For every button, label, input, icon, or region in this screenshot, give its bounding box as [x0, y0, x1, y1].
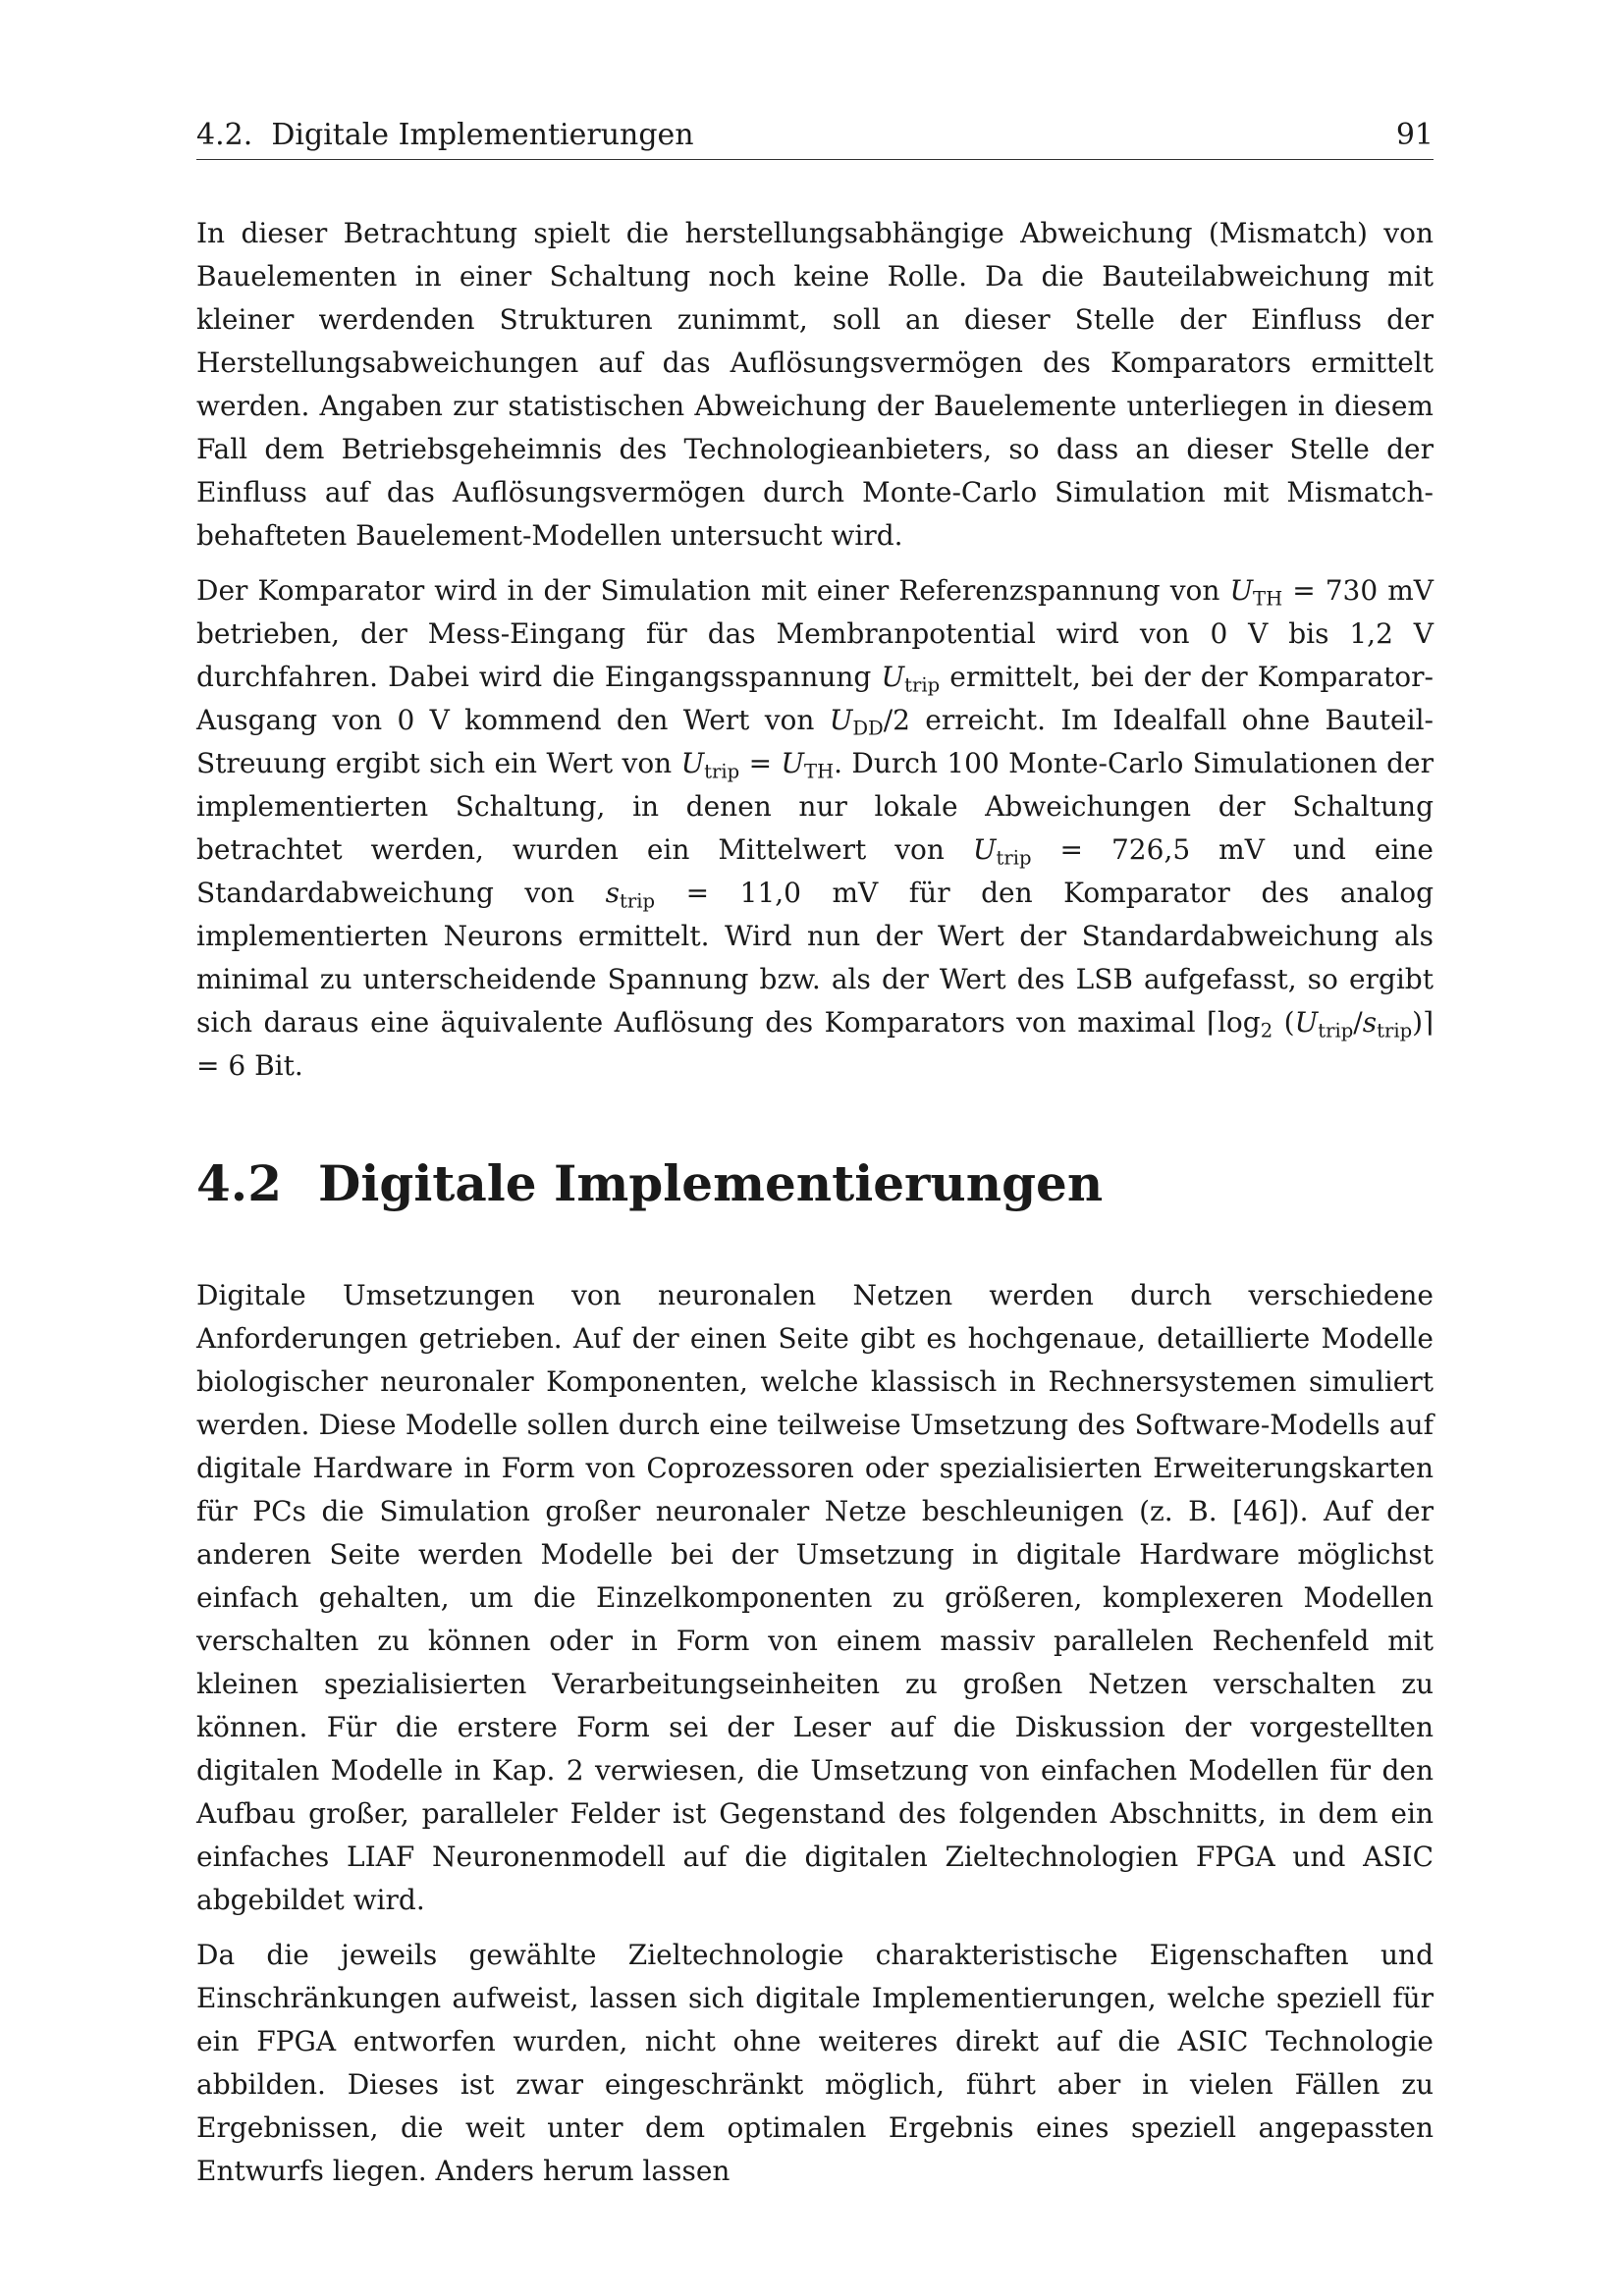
section-heading: [196, 1156, 1434, 1211]
paragraph-target-technology: Da die jeweils gewählte Zieltechnologie charakteristische Eigenschaften und Einschränkungen aufweist, lassen sich digitale Implementierungen, welche speziell für ein FPGA entworfen wurden, nicht ohne weiteres direkt auf die ASIC Technologie abbilden. Dieses ist zwar eingeschränkt möglich, führt aber in vielen Fällen zu Ergebnissen, die weit unter dem optimalen Ergebnis eines speziell angepassten Entwurfs liegen. Anders herum lassen: [196, 1939, 1434, 2187]
page-number: 91: [1395, 118, 1434, 152]
paragraph-digital-implementations: Digitale Umsetzungen von neuronalen Netzen werden durch verschiedene Anforderungen getrieben. Auf der einen Seite gibt es hochgenaue, detaillierte Modelle biologischer neuronaler Komponenten, welche klassisch in Rechnersystemen simuliert werden. Diese Modelle sollen durch eine teilweise Umsetzung des Software-Modells auf digitale Hardware in Form von Coprozessoren oder spezialisierten Erweiterungskarten für PCs die Simulation großer neuronaler Netze beschleunigen (z. B. [46]). Auf der anderen Seite werden Modelle bei der Umsetzung in digitale Hardware möglichst einfach gehalten, um die Einzelkomponenten zu größeren, komplexeren Modellen verschalten zu können oder in Form von einem massiv parallelen Rechenfeld mit kleinen spezialisierten Verarbeitungseinheiten zu großen Netzen verschalten zu können. Für die erstere Form sei der Leser auf die Diskussion der vorgestellten digitalen Modelle in Kap. 2 verwiesen, die Umsetzung von einfachen Modellen für den Aufbau großer, paralleler Felder ist Gegenstand des folgenden Abschnitts, in dem ein einfaches LIAF Neuronenmodell auf die digitalen Zieltechnologien FPGA und ASIC abgebildet wird.: [196, 1279, 1434, 1916]
running-header: [196, 116, 1434, 160]
paragraph-comparator-simulation: Der Komparator wird in der Simulation mit einer Referenzspannung von $U_{TH} = 730$ mV betrieben, der Mess-Eingang für das Membranpotential wird von 0 V bis 1,2 V durchfahren. Dabei wird die Eingangsspannung $U_{trip}$ ermittelt, bei der der Komparator-Ausgang von 0 V kommend den Wert von $U_{DD}/2$ erreicht. Im Idealfall ohne Bauteil-Streuung ergibt sich ein Wert von $U_{trip} = U_{TH}$. Durch 100 Monte-Carlo Simulationen der implementierten Schaltung, in denen nur lokale Abweichungen der Schaltung betrachtet werden, wurden ein Mittelwert von $U_{trip} = 726,5$ mV und eine Standardabweichung von $s_{trip} = 11,0$ mV für den Komparator des analog implementierten Neurons ermittelt. Wird nun der Wert der Standardabweichung als minimal zu unterscheidende Spannung bzw. als der Wert des LSB aufgefasst, so ergibt sich daraus eine äquivalente Auflösung des Komparators von maximal $⌈\log_2$ $(U_{trip}/s_{trip})⌉ = 6$ Bit.: [196, 574, 1435, 1082]
section-number: 4.2: [196, 1154, 282, 1212]
section-title: Digitale Implementierungen: [318, 1154, 1104, 1212]
running-header-title: 4.2. Digitale Implementierungen: [196, 118, 694, 152]
body-text: [196, 212, 1434, 2205]
paragraph-mismatch: In dieser Betrachtung spielt die herstellungsabhängige Abweichung (Mismatch) von Bauelementen in einer Schaltung noch keine Rolle. Da die Bauteilabweichung mit kleiner werdenden Strukturen zunimmt, soll an dieser Stelle der Einfluss der Herstellungsabweichungen auf das Auflösungsvermögen des Komparators ermittelt werden. Angaben zur statistischen Abweichung der Bauelemente unterliegen in diesem Fall dem Betriebsgeheimnis des Technologieanbieters, so dass an dieser Stelle der Einfluss auf das Auflösungsvermögen durch Monte-Carlo Simulation mit Mismatch-behafteten Bauelement-Modellen untersucht wird.: [196, 217, 1434, 552]
